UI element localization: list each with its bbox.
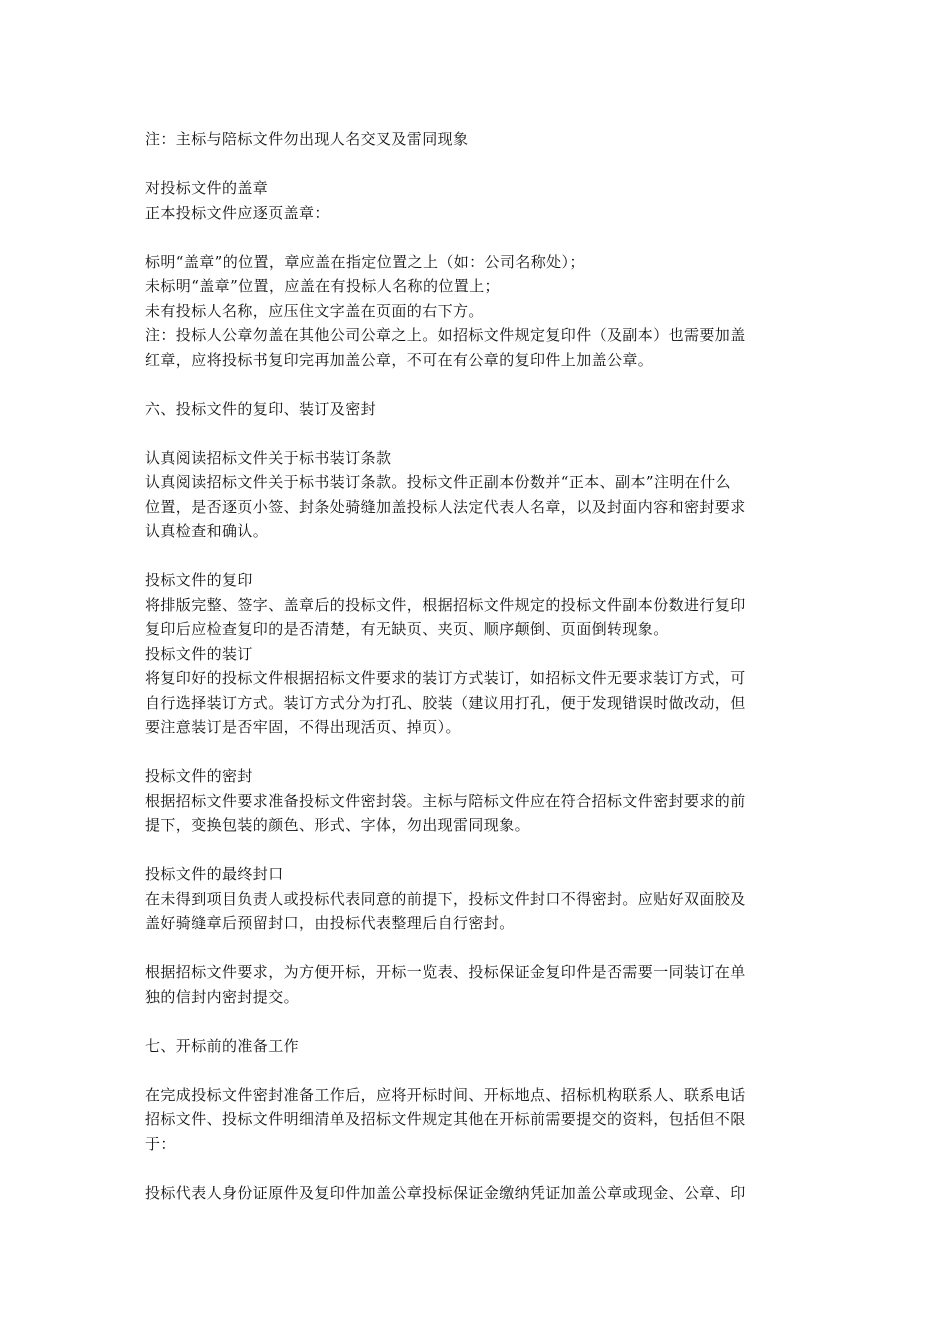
blank-line <box>145 740 809 765</box>
section-heading: 认真阅读招标文件关于标书装订条款 <box>145 448 392 467</box>
text-line: 自行选择装订方式。装订方式分为打孔、胶装（建议用打孔，便于发现错误时做改动，但 <box>145 693 746 712</box>
text-line: 将排版完整、签字、盖章后的投标文件，根据招标文件规定的投标文件副本份数进行复印 <box>145 595 746 614</box>
blank-line <box>145 544 809 569</box>
text-line: 要注意装订是否牢固，不得出现活页、掉页）。 <box>145 718 461 736</box>
blank-line <box>145 152 809 177</box>
text-line: 盖好骑缝章后预留封口，由投标代表整理后自行密封。 <box>145 914 515 932</box>
section-heading: 投标文件的密封 <box>145 767 253 785</box>
chapter-heading: 七、开标前的准备工作 <box>145 1036 300 1055</box>
text-line: 于： <box>145 1134 176 1153</box>
text-line: 认真阅读招标文件关于标书装订条款。投标文件正副本份数并“正本、副本”注明在什么 <box>145 473 731 491</box>
section-heading: 投标文件的最终封口 <box>145 865 284 883</box>
text-line: 红章，应将投标书复印完再加盖公章，不可在有公章的复印件上加盖公章。 <box>145 350 654 369</box>
text-line: 注：主标与陪标文件勿出现人名交叉及雷同现象 <box>145 130 469 148</box>
blank-line <box>145 225 809 250</box>
blank-line <box>145 372 809 397</box>
section-heading: 投标文件的复印 <box>145 571 253 589</box>
text-line: 将复印好的投标文件根据招标文件要求的装订方式装订，如招标文件无要求装订方式，可 <box>145 669 746 687</box>
blank-line <box>145 1058 809 1083</box>
text-line: 在未得到项目负责人或投标代表同意的前提下，投标文件封口不得密封。应贴好双面胶及 <box>145 889 746 908</box>
text-line: 投标代表人身份证原件及复印件加盖公章投标保证金缴纳凭证加盖公章或现金、公章、印 <box>145 1183 746 1202</box>
text-line: 标明“盖章”的位置，章应盖在指定位置之上（如：公司名称处）； <box>145 252 585 271</box>
blank-line <box>145 421 809 446</box>
text-line: 复印后应检查复印的是否清楚，有无缺页、夹页、顺序颠倒、页面倒转现象。 <box>145 620 669 638</box>
section-heading: 对投标文件的盖章 <box>145 179 269 197</box>
text-line: 根据招标文件要求，为方便开标，开标一览表、投标保证金复印件是否需要一同装订在单 <box>145 963 746 981</box>
text-line: 独的信封内密封提交。 <box>145 987 300 1006</box>
blank-line <box>145 1009 809 1034</box>
text-line: 根据招标文件要求准备投标文件密封袋。主标与陪标文件应在符合招标文件密封要求的前 <box>145 791 746 810</box>
blank-line <box>145 936 809 961</box>
text-line: 未有投标人名称，应压住文字盖在页面的右下方。 <box>145 301 484 320</box>
text-line: 在完成投标文件密封准备工作后，应将开标时间、开标地点、招标机构联系人、联系电话 <box>145 1085 746 1104</box>
text-line: 注：投标人公章勿盖在其他公司公章之上。如招标文件规定复印件（及副本）也需要加盖 <box>145 326 746 344</box>
section-heading: 投标文件的装订 <box>145 644 253 663</box>
document-body <box>145 127 809 1205</box>
text-line: 提下，变换包装的颜色、形式、字体，勿出现雷同现象。 <box>145 816 531 834</box>
blank-line <box>145 838 809 863</box>
text-line: 未标明“盖章”位置，应盖在有投标人名称的位置上； <box>145 277 500 295</box>
text-line: 招标文件、投标文件明细清单及招标文件规定其他在开标前需要提交的资料，包括但不限 <box>145 1110 746 1128</box>
text-line: 正本投标文件应逐页盖章： <box>145 203 330 222</box>
text-line: 认真检查和确认。 <box>145 522 269 540</box>
chapter-heading: 六、投标文件的复印、装订及密封 <box>145 399 377 418</box>
blank-line <box>145 1156 809 1181</box>
text-line: 位置，是否逐页小签、封条处骑缝加盖投标人法定代表人名章，以及封面内容和密封要求 <box>145 497 746 516</box>
